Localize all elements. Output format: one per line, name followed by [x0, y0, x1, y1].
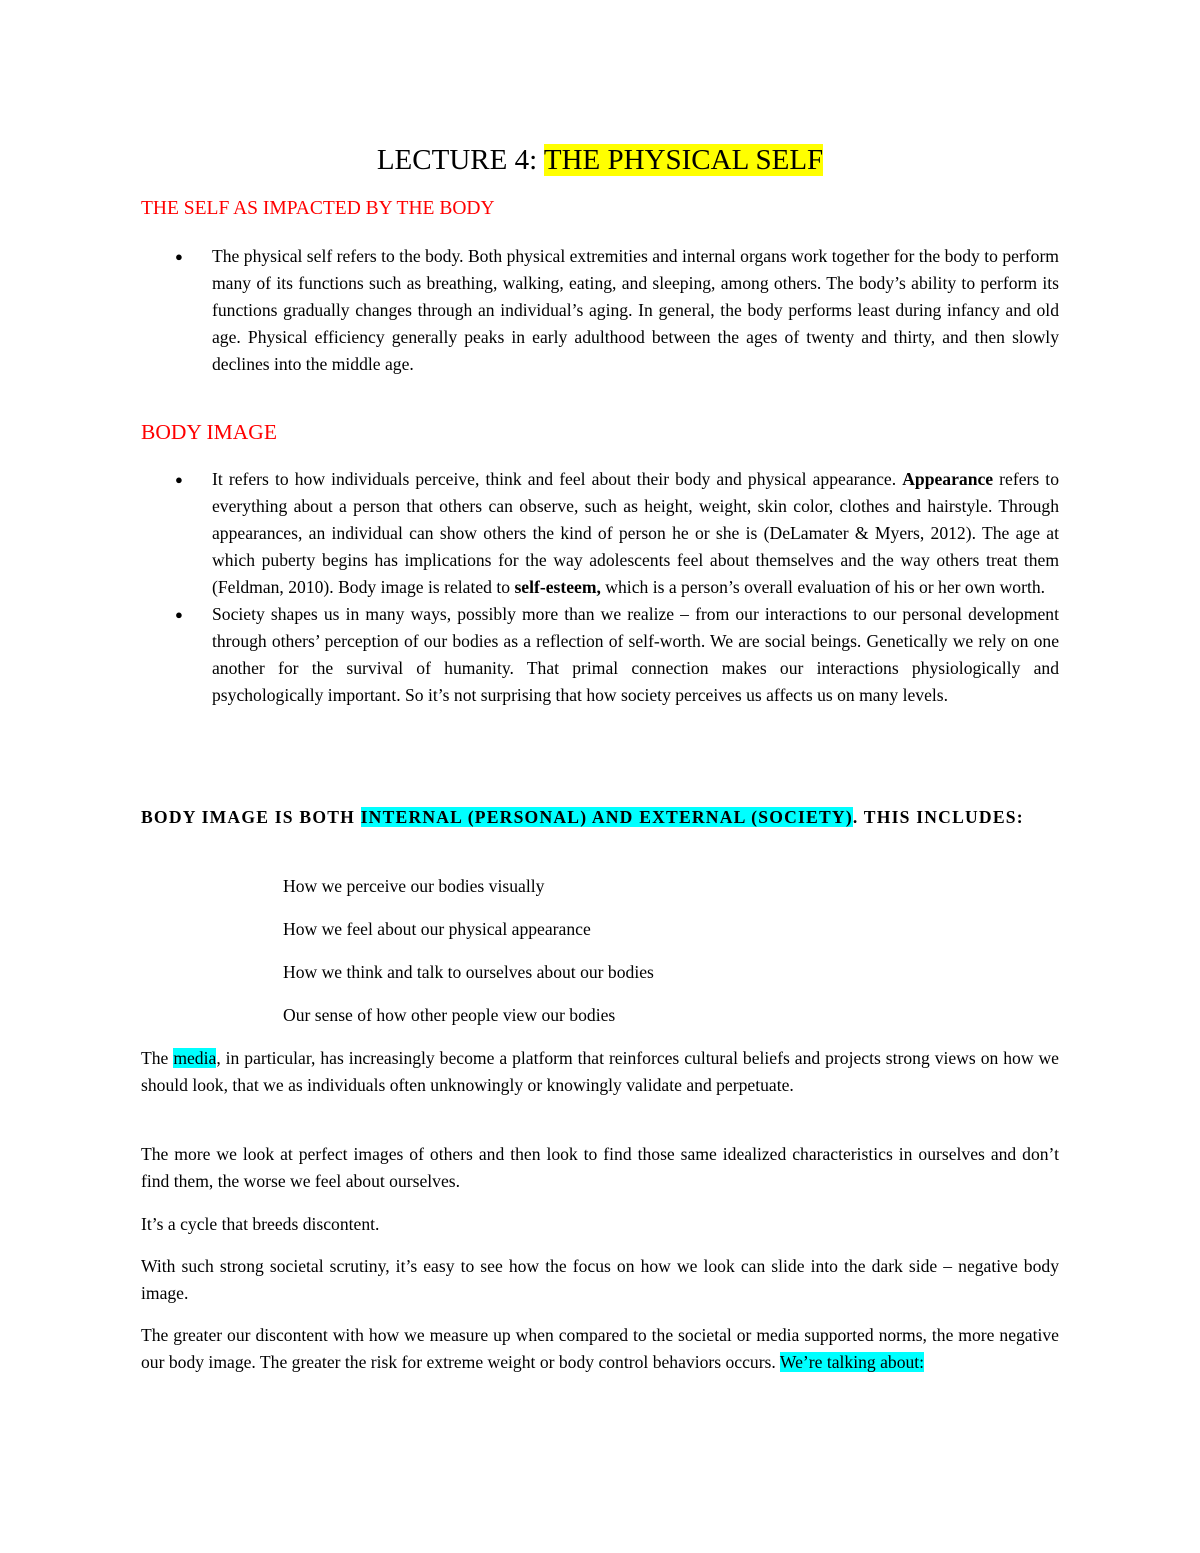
section-heading-self-body: THE SELF AS IMPACTED BY THE BODY: [141, 198, 495, 219]
bullet-intro: It refers to how individuals perceive, think and feel about their body and physical appearance.: [212, 469, 903, 489]
media-highlight: media: [173, 1048, 217, 1068]
paragraph-discontent: [141, 1322, 1059, 1376]
title-highlight: THE PHYSICAL SELF: [543, 144, 824, 176]
list-item: [141, 466, 1059, 601]
paragraph-text: , in particular, has increasingly become a platform that reinforces cultural beliefs and projects strong views on how we should look, that we as individuals often unknowingly or knowingly validate and perpetuate.: [141, 1048, 1059, 1095]
paragraph-cycle: It’s a cycle that breeds discontent.: [141, 1214, 380, 1234]
section2-bullet-list: [141, 466, 1059, 709]
list-item: [141, 243, 1059, 378]
list-item: How we perceive our bodies visually: [283, 876, 545, 896]
bullet-end: which is a person’s overall evaluation of his or her own worth.: [600, 577, 1046, 597]
page-title: [0, 138, 1200, 182]
bullet-icon: ●: [175, 472, 183, 487]
bullet-text: The physical self refers to the body. Both physical extremities and internal organs work together for the body to perform many of its functions such as breathing, walking, eating, and sleeping, among others. The body’s ability to perform its functions gradually changes through an individual’s aging. In general, the body performs least during infancy and old age. Physical efficiency generally peaks in early adulthood between the ages of twenty and thirty, and then slowly declines into the middle age.: [212, 246, 1059, 374]
internal-external-heading: [141, 804, 1059, 831]
section1-bullet-list: [141, 243, 1059, 378]
term-appearance: Appearance: [902, 469, 994, 489]
paragraph-text: The: [141, 1048, 174, 1068]
list-item: Our sense of how other people view our bodies: [283, 1005, 616, 1025]
caps-highlight: INTERNAL (PERSONAL) AND EXTERNAL (SOCIETY): [360, 807, 853, 827]
bullet-text: Society shapes us in many ways, possibly more than we realize – from our interactions to our personal development through others’ perception of our bodies as a reflection of self-worth. We are social beings. Genetically we rely on one another for the survival of humanity. That primal connection makes our interactions physiologically and psychologically important. So it’s not surprising that how society perceives us affects us on many levels.: [212, 604, 1059, 705]
term-self-esteem: self-esteem,: [514, 577, 601, 597]
bullet-middle: refers to everything about a person that others can observe, such as height, weight, skin color, clothes and hairstyle. Through appearances, an individual can show others the kind of person he or she is (DeLamater & Myers, 2012). The age at which puberty begins has implications for the way adolescents feel about themselves and the way others treat them (Feldman, 2010). Body image is related to: [212, 469, 1059, 597]
list-item: [141, 601, 1059, 709]
list-item: How we think and talk to ourselves about our bodies: [283, 962, 654, 982]
paragraph-scrutiny: With such strong societal scrutiny, it’s easy to see how the focus on how we look can slide into the dark side – negative body image.: [141, 1256, 1059, 1303]
caps-suffix: . THIS INCLUDES:: [852, 807, 1024, 827]
list-item: How we feel about our physical appearance: [283, 919, 591, 939]
section-heading-body-image: BODY IMAGE: [141, 420, 277, 444]
bullet-icon: ●: [175, 607, 183, 622]
paragraph-text: The greater our discontent with how we measure up when compared to the societal or media supported norms, the more negative our body image. The greater the risk for extreme weight or body control behaviors occurs.: [141, 1325, 1059, 1372]
paragraph-media: [141, 1045, 1059, 1099]
talking-about-highlight: We’re talking about:: [779, 1352, 925, 1372]
title-prefix: LECTURE 4:: [376, 144, 544, 176]
bullet-icon: ●: [175, 249, 183, 264]
caps-prefix: BODY IMAGE IS BOTH: [141, 807, 361, 827]
paragraph-perfect-images: The more we look at perfect images of others and then look to find those same idealized characteristics in ourselves and don’t find them, the worse we feel about ourselves.: [141, 1144, 1059, 1191]
